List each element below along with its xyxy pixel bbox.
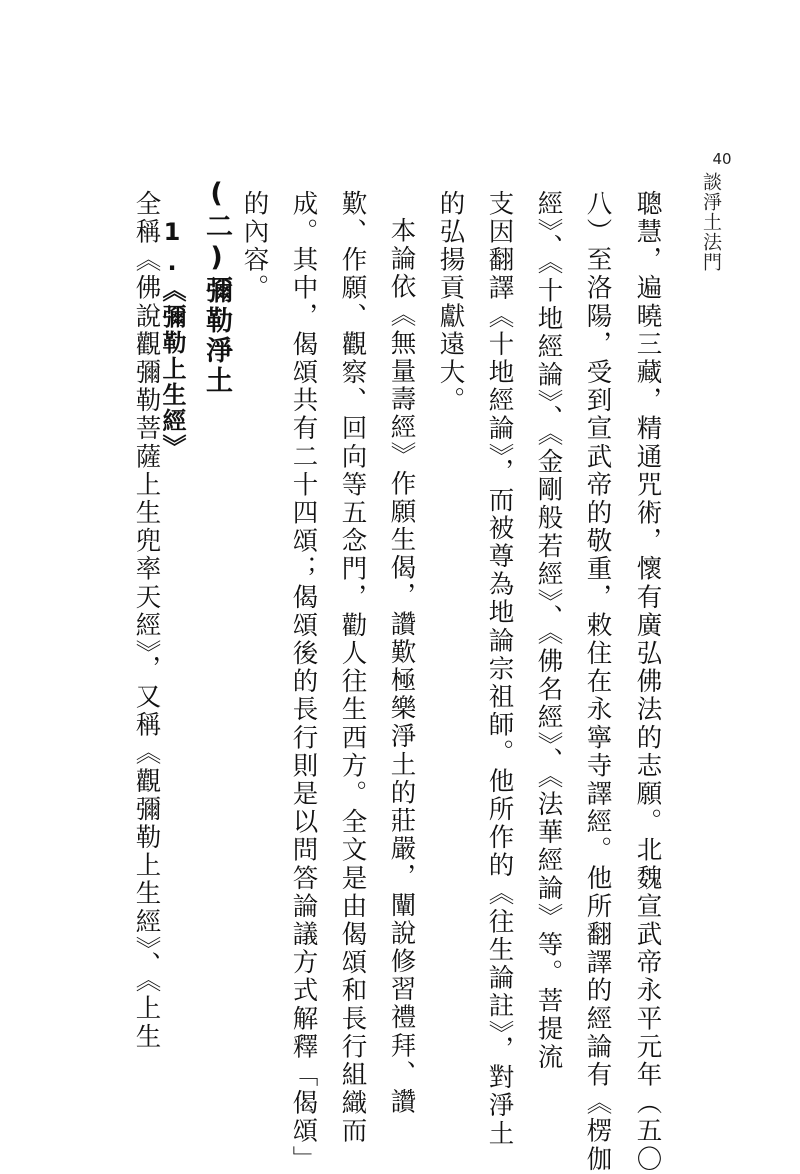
body-column: 的內容。 bbox=[239, 190, 270, 303]
body-column: 歎、作願、觀察、回向等五念門，勸人往生西方。全文是由偈頌和長行組織而 bbox=[337, 190, 368, 1146]
body-column: 的弘揚貢獻遠大。 bbox=[435, 190, 466, 415]
body-column: 經》、《十地經論》、《金剛般若經》、《佛名經》、《法華經論》等。菩提流 bbox=[533, 190, 564, 1072]
running-head: 談淨土法門 bbox=[700, 172, 722, 272]
body-column: 本論依《無量壽經》作願生偈，讚歎極樂淨土的莊嚴，闡說修習禮拜、讚 bbox=[386, 217, 417, 1117]
subsection-heading: 1.《彌勒上生經》 bbox=[158, 218, 186, 460]
body-column: 八）至洛陽，受到宣武帝的敬重，敕住在永寧寺譯經。他所翻譯的經論有《楞伽 bbox=[582, 190, 613, 1174]
page-number: 40 bbox=[712, 150, 732, 168]
body-column: 聰慧，遍曉三藏，精通咒術，懷有廣弘佛法的志願。北魏宣武帝永平元年（五〇 bbox=[632, 190, 663, 1174]
body-column: 全稱《佛說觀彌勒菩薩上生兜率天經》，又稱《觀彌勒上生經》、《上生 bbox=[131, 190, 162, 1051]
body-column: 支因翻譯《十地經論》，而被尊為地論宗祖師。他所作的《往生論註》，對淨土 bbox=[484, 190, 515, 1148]
section-heading: (二)彌勒淨土 bbox=[201, 178, 232, 396]
body-column: 成。其中，偈頌共有二十四頌；偈頌後的長行則是以問答論議方式解釋「偈頌」 bbox=[288, 190, 319, 1174]
